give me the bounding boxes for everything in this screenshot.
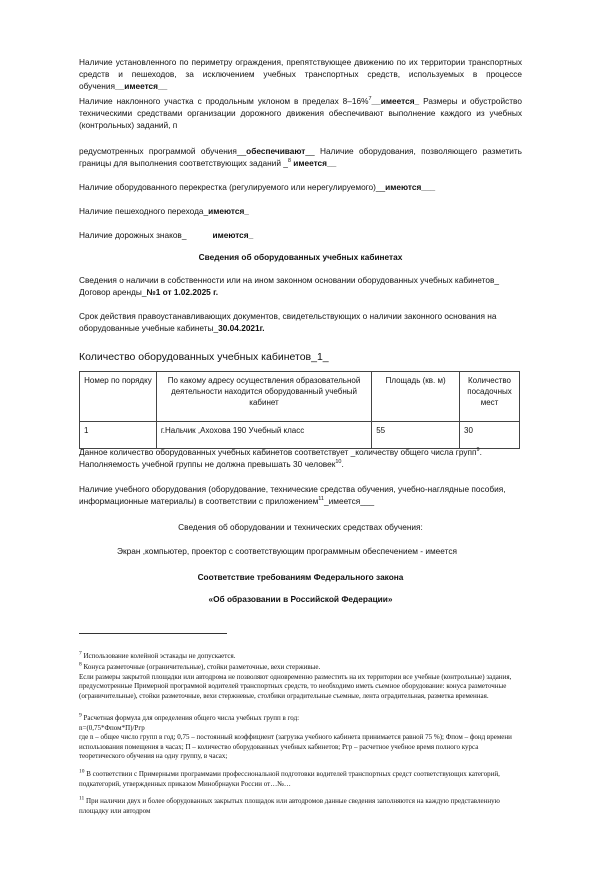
equipment-line: Экран ,компьютер, проектор с соответствующим программным обеспечением - имеется: [117, 546, 457, 556]
paragraph-slope: Наличие наклонного участка с продольным уклоном в пределах 8–16%$^7$__имеется_ Размеры и обустройство техническими средствами организации дорожного движения обеспечивают выполнение каждого из учебных (контрольных) заданий, п: [79, 96, 522, 130]
table-cell: 30: [460, 422, 520, 449]
classrooms-count: Количество оборудованных учебных кабинетов_1_: [79, 351, 329, 363]
table-header-cell: По какому адресу осуществления образовательной деятельности находится оборудованный учебный кабинет: [156, 372, 371, 422]
footnote-7: $^7$ Использование колейной эстакады не допускается.: [79, 650, 236, 660]
table-cell: 1: [80, 422, 157, 449]
table-header-cell: Количество посадочных мест: [460, 372, 520, 422]
footnote-10: $^{10}$ В соответствии с Примерными программами профессиональной подготовки водителей транспортных средст соответствующих категорий, подкатегорий, утвержденных приказом Минобрнауки России от…№…: [79, 768, 500, 788]
table-header-cell: Площадь (кв. м): [372, 372, 460, 422]
classrooms-table: [79, 371, 520, 449]
heading-law-title: «Об образовании в Российской Федерации»: [208, 594, 393, 604]
footnote-separator: [79, 633, 227, 634]
paragraph-road-signs: Наличие дорожных знаков_ имеются_: [79, 230, 254, 240]
paragraph-document-validity: Срок действия правоустанавливающих документов, свидетельствующих о наличии законного основания на оборудованные учебные кабинеты_30.04.2021г.: [79, 311, 497, 333]
table-header-cell: Номер по порядку: [80, 372, 157, 422]
table-cell: 55: [372, 422, 460, 449]
paragraph-equipment-marking: редусмотренных программой обучения__обеспечивают__ Наличие оборудования, позволяющего разметить границы для выполнения соответствующих заданий _$^8$ имеется__: [79, 146, 522, 168]
table-cell: г.Нальчик ,Ахохова 190 Учебный класс: [156, 422, 371, 449]
footnote-11: $^{11}$ При наличии двух и более оборудованных закрытых площадок или автодромов данные сведения заполняются на каждую представленную площадку или автодром: [79, 795, 500, 815]
footnote-9: $^9$ Расчетная формула для определения общего числа учебных групп в год: n=(0,75*Фпом*П)/Ргр где n – общее число групп в год; 0,75 – постоянный коэффициент (загрузка учебного кабинета принимается равной 75 %); Фпом – фонд времени использования помещения в часах; П – количество оборудованных учебных кабинетов; Pгр – расчетное учебное время полного курса теоретического обучения на одну группу, в часах;: [79, 712, 512, 761]
paragraph-group-count: Данное количество оборудованных учебных кабинетов соответствует _количеству общего числа групп$^9$. Наполняемость учебной группы не должна превышать 30 человек$^{10}$.: [79, 447, 482, 469]
table-row: [80, 422, 520, 449]
table-header-row: [80, 372, 520, 422]
paragraph-crosswalk: Наличие пешеходного перехода_имеются_: [79, 206, 249, 216]
heading-classrooms: Сведения об оборудованных учебных кабинетах: [198, 252, 403, 262]
footnote-8: $^8$ Конуса разметочные (ограничительные), стойки разметочные, вехи стерживые. Если размеры закрытой площадки или автодрома не позволяют одновременно разместить на их территории все учебные (контрольные) задания, предусмотренные Примерной программой водителей транспортных средств, то необходимо иметь съемное оборудование: конуса разметочные (ограничительные), стойки разметочные, вехи стержневые, столбики оградительные съемные, лента оградительная, разметка временная.: [79, 661, 512, 700]
heading-equipment: Сведения об оборудовании и технических средствах обучения:: [178, 522, 423, 532]
paragraph-intersection: Наличие оборудованного перекрестка (регулируемого или нерегулируемого)__имеются___: [79, 182, 436, 192]
paragraph-fencing: Наличие установленного по периметру ограждения, препятствующее движению по их территории транспортных средств и пешеходов, за исключением учебных транспортных средств, используемых в процессе обучения__имеется__: [79, 57, 522, 91]
paragraph-classroom-ownership: Сведения о наличии в собственности или на ином законном основании оборудованных учебных кабинетов_ Договор аренды_№1 от 1.02.2025 г.: [79, 275, 499, 297]
paragraph-learning-equipment: Наличие учебного оборудования (оборудование, технические средства обучения, учебно-наглядные пособия, информационные материалы) в соответствии с приложением$^{11}$_имеется___: [79, 484, 506, 506]
heading-law-requirements: Соответствие требованиям Федерального закона: [197, 572, 404, 582]
